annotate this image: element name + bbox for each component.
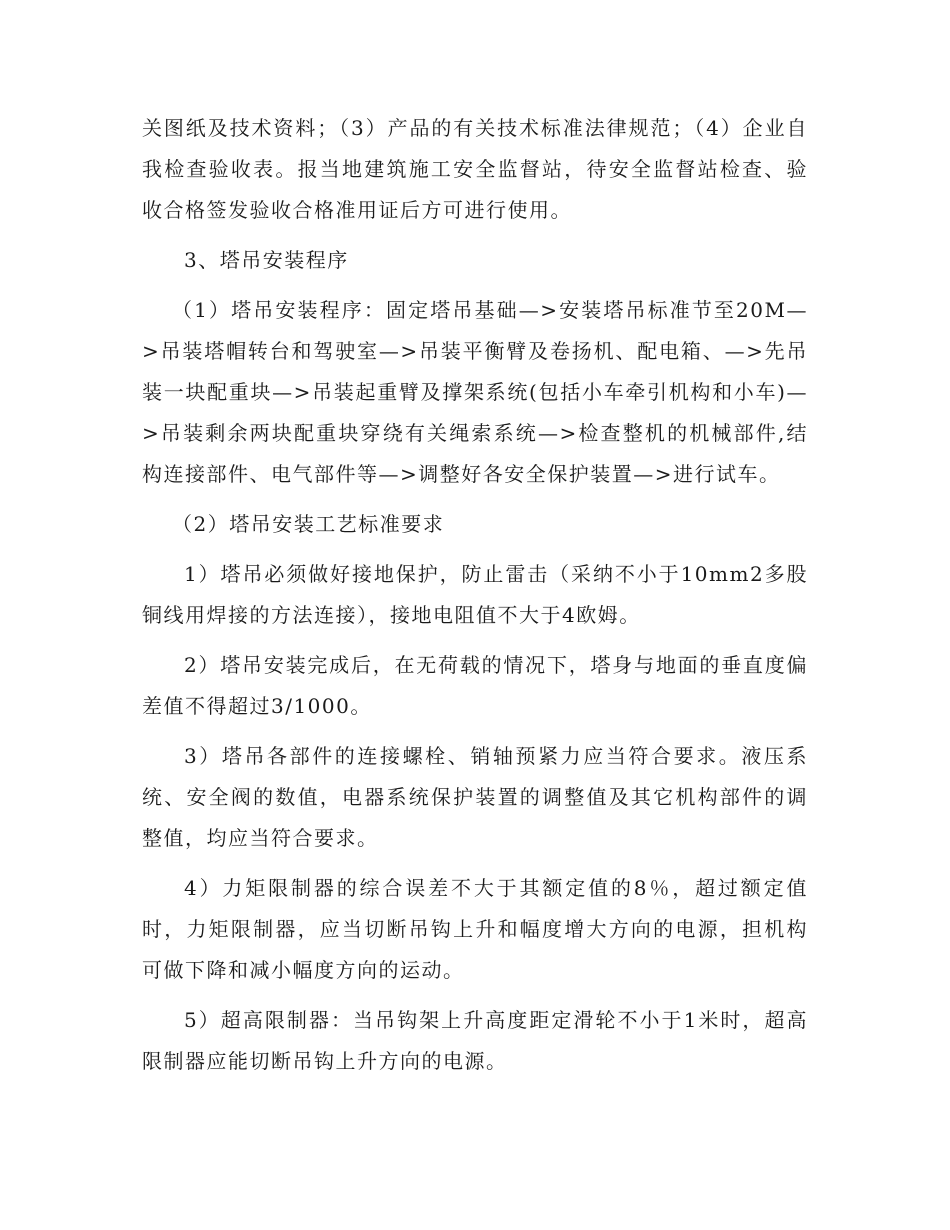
requirement-item-4: 4）力矩限制器的综合误差不大于其额定值的8％，超过额定值时，力矩限制器，应当切断吊钩上升和幅度增大方向的电源，担机构可做下降和减小幅度方向的运动。	[142, 876, 808, 982]
requirement-item-5: 5）超高限制器：当吊钩架上升高度距定滑轮不小于1米时，超高限制器应能切断吊钩上升方向的电源。	[142, 1008, 808, 1073]
requirement-item-3: 3）塔吊各部件的连接螺栓、销轴预紧力应当符合要求。液压系统、安全阀的数值，电器系统保护装置的调整值及其它机构部件的调整值，均应当符合要求。	[142, 744, 808, 850]
requirement-item-2: 2）塔吊安装完成后，在无荷载的情况下，塔身与地面的垂直度偏差值不得超过3/1000。	[142, 653, 808, 718]
section-heading-3: 3、塔吊安装程序	[184, 248, 349, 272]
subsection-heading-2: （2）塔吊安装工艺标准要求	[172, 512, 445, 536]
document-body	[142, 108, 808, 1082]
requirement-item-1: 1）塔吊必须做好接地保护，防止雷击（采纳不小于10mm2多股铜线用焊接的方法连接），接地电阻值不大于4欧姆。	[142, 562, 808, 627]
paragraph-install-procedure: （1）塔吊安装程序：固定塔吊基础—>安装塔吊标准节至20M—>吊装塔帽转台和驾驶室—>吊装平衡臂及卷扬机、配电箱、—>先吊装一块配重块—>吊装起重臂及撑架系统(包括小车牵引机构和小车)—>吊装剩余两块配重块穿绕有关绳索系统—>检查整机的机械部件,结构连接部件、电气部件等—>调整好各安全保护装置—>进行试车。	[142, 298, 808, 486]
paragraph-continuation: 关图纸及技术资料；（3）产品的有关技术标准法律规范；（4）企业自我检查验收表。报当地建筑施工安全监督站，待安全监督站检查、验收合格签发验收合格准用证后方可进行使用。	[142, 116, 808, 222]
